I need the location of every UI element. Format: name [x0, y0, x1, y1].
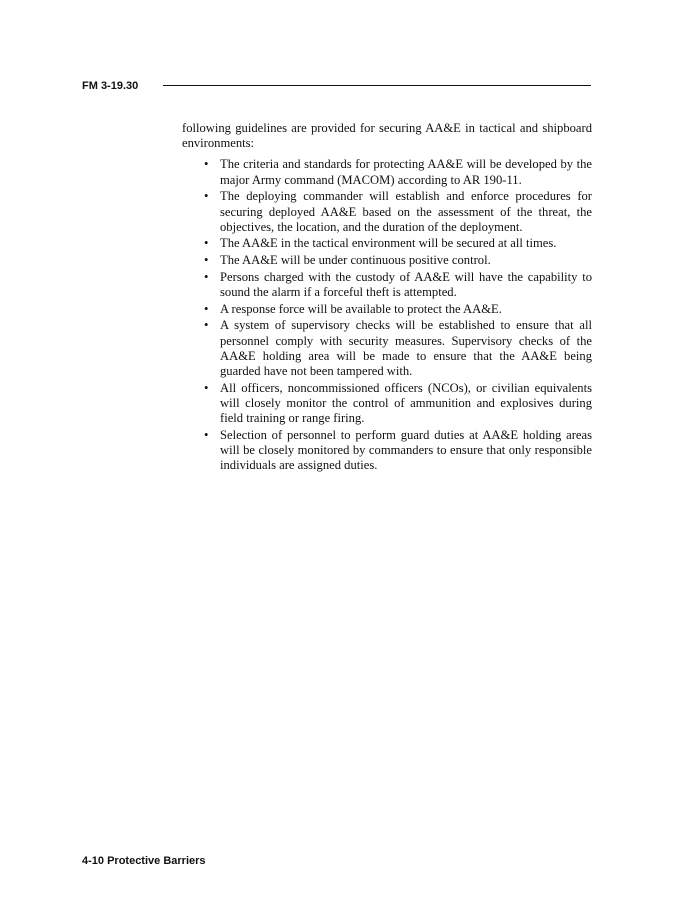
list-item-text: The deploying commander will establish and enforce procedures for securing deployed AA&E based on the assessment of the threat, the objectives, the location, and the duration of the deployment. [220, 189, 592, 234]
list-item-text: Persons charged with the custody of AA&E will have the capability to sound the alarm if a forceful theft is attempted. [220, 269, 592, 300]
intro-paragraph: following guidelines are provided for securing AA&E in tactical and shipboard environments: [182, 121, 592, 151]
list-item [182, 428, 592, 474]
list-item [182, 253, 592, 268]
list-item [182, 270, 592, 300]
document-id: FM 3-19.30 [82, 80, 139, 92]
guidelines-list [182, 157, 592, 473]
list-item [182, 157, 592, 187]
bullet-icon: • [204, 380, 209, 395]
list-item-text: A response force will be available to protect the AA&E. [220, 301, 502, 316]
bullet-icon: • [204, 236, 209, 251]
list-item-text: The criteria and standards for protecting AA&E will be developed by the major Army command (MACOM) according to AR 190-11. [220, 157, 592, 187]
page-footer: 4-10 Protective Barriers [82, 855, 206, 867]
bullet-icon: • [204, 253, 209, 268]
body-text [182, 121, 592, 475]
header-rule [163, 85, 591, 86]
bullet-icon: • [204, 427, 209, 442]
list-item [182, 318, 592, 379]
list-item [182, 381, 592, 427]
bullet-icon: • [204, 189, 209, 204]
list-item-text: All officers, noncommissioned officers (NCOs), or civilian equivalents will closely monitor the control of ammunition and explosives during field training or range firing. [220, 380, 592, 426]
list-item-text: A system of supervisory checks will be established to ensure that all personnel comply with security measures. Supervisory checks of the AA&E holding area will be made to ensure that the AA&E being guarded have not been tampered with. [220, 318, 592, 379]
bullet-icon: • [204, 301, 209, 316]
list-item [182, 236, 592, 251]
list-item-text: The AA&E in the tactical environment will be secured at all times. [220, 236, 557, 251]
list-item [182, 189, 592, 235]
list-item-text: The AA&E will be under continuous positive control. [220, 253, 491, 268]
bullet-icon: • [204, 318, 209, 333]
list-item [182, 302, 592, 317]
bullet-icon: • [204, 157, 209, 172]
list-item-text: Selection of personnel to perform guard duties at AA&E holding areas will be closely monitored by commanders to ensure that only responsible individuals are assigned duties. [220, 427, 592, 473]
bullet-icon: • [204, 269, 209, 284]
